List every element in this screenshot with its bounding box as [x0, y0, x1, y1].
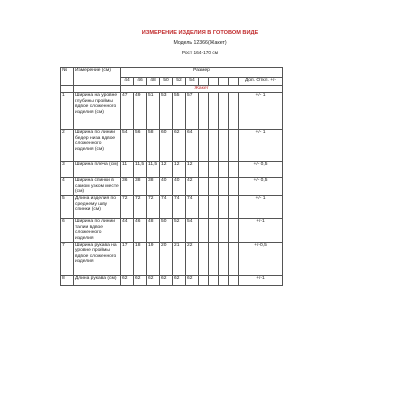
- measurement-name: Ширина рукава на уровне проймы вдвое сложенного изделия: [74, 242, 121, 275]
- size-value: 57: [186, 93, 199, 130]
- empty-cell: [74, 86, 121, 93]
- row-number: 7: [61, 242, 74, 275]
- size-value: 49: [134, 93, 147, 130]
- empty-cell: [219, 196, 229, 219]
- size-value: 56: [134, 130, 147, 162]
- row-number: 5: [61, 196, 74, 219]
- section-label: Жакет: [121, 86, 283, 93]
- size-value: 11,5: [134, 162, 147, 178]
- empty-cell: [219, 275, 229, 285]
- size-value: 74: [160, 196, 173, 219]
- size-value: 62: [173, 130, 186, 162]
- tolerance-value: +/-0,5: [239, 242, 283, 275]
- table-row: [61, 178, 283, 196]
- size-value: 58: [147, 130, 160, 162]
- column-header-size: Размер: [121, 68, 283, 78]
- empty-cell: [229, 178, 239, 196]
- empty-cell: [209, 196, 219, 219]
- size-value: 40: [173, 178, 186, 196]
- size-value: 48: [147, 219, 160, 243]
- table-row: [61, 130, 283, 162]
- size-header: 54: [186, 78, 199, 86]
- table-row: [61, 196, 283, 219]
- model-label: Модель 12366(Жакет): [173, 40, 227, 46]
- empty-cell: [219, 178, 229, 196]
- size-value: 21: [173, 242, 186, 275]
- tolerance-value: +/- 1: [239, 93, 283, 130]
- empty-cell: [199, 178, 209, 196]
- empty-cell: [209, 178, 219, 196]
- empty-cell: [229, 93, 239, 130]
- empty-cell: [219, 78, 229, 86]
- size-value: 11,5: [147, 162, 160, 178]
- size-value: 62: [147, 275, 160, 285]
- size-value: 38: [134, 178, 147, 196]
- row-number: 4: [61, 178, 74, 196]
- measurement-name: Ширина по линии талии вдвое сложенного изделия: [74, 219, 121, 243]
- table-row: [61, 275, 283, 285]
- size-value: 62: [186, 275, 199, 285]
- empty-cell: [199, 196, 209, 219]
- empty-cell: [199, 130, 209, 162]
- table-body: [61, 93, 283, 286]
- empty-cell: [229, 78, 239, 86]
- size-value: 19: [147, 242, 160, 275]
- empty-cell: [219, 219, 229, 243]
- empty-cell: [209, 219, 219, 243]
- empty-cell: [199, 78, 209, 86]
- section-row: [61, 86, 283, 93]
- size-value: 52: [173, 219, 186, 243]
- size-value: 17: [121, 242, 134, 275]
- table-row: [61, 219, 283, 243]
- table-row: [61, 162, 283, 178]
- measurement-name: Ширина на уровне глубины проймы вдвое сложенного изделия (см): [74, 93, 121, 130]
- tolerance-value: +/- 1: [239, 130, 283, 162]
- size-value: 46: [134, 219, 147, 243]
- empty-cell: [219, 130, 229, 162]
- size-value: 74: [173, 196, 186, 219]
- empty-cell: [199, 162, 209, 178]
- empty-cell: [209, 162, 219, 178]
- row-number: 1: [61, 93, 74, 130]
- empty-cell: [209, 93, 219, 130]
- size-value: 62: [121, 275, 134, 285]
- measurement-name: Ширина по линии бедер низа вдвое сложенного изделия (см): [74, 130, 121, 162]
- size-value: 40: [160, 178, 173, 196]
- column-header-no: №: [61, 68, 74, 86]
- size-value: 64: [186, 130, 199, 162]
- tolerance-value: +/-1: [239, 219, 283, 243]
- size-value: 50: [160, 219, 173, 243]
- column-header-measure: Измерение (см): [74, 68, 121, 86]
- measurement-name: Длина изделия по среднему шву спинки (см): [74, 196, 121, 219]
- size-value: 38: [147, 178, 160, 196]
- size-value: 44: [121, 219, 134, 243]
- size-header: 46: [134, 78, 147, 86]
- size-value: 42: [186, 178, 199, 196]
- size-value: 62: [173, 275, 186, 285]
- empty-cell: [199, 219, 209, 243]
- tolerance-value: +/- 1: [239, 196, 283, 219]
- size-value: 62: [134, 275, 147, 285]
- tolerance-value: +/- 0,5: [239, 178, 283, 196]
- height-label: Рост 164-170 см: [181, 51, 219, 56]
- page-title: ИЗМЕРЕНИЕ ИЗДЕЛИЯ В ГОТОВОМ ВИДЕ: [141, 30, 259, 36]
- empty-cell: [219, 93, 229, 130]
- size-value: 22: [186, 242, 199, 275]
- empty-cell: [219, 242, 229, 275]
- row-number: 8: [61, 275, 74, 285]
- row-number: 6: [61, 219, 74, 243]
- size-header: 48: [147, 78, 160, 86]
- size-value: 74: [186, 196, 199, 219]
- table-header-row: [61, 68, 283, 78]
- measurement-table: [60, 67, 283, 286]
- column-header-tolerance: Доп. Откл. +/-: [239, 78, 283, 86]
- size-value: 72: [147, 196, 160, 219]
- empty-cell: [61, 86, 74, 93]
- empty-cell: [209, 242, 219, 275]
- row-number: 3: [61, 162, 74, 178]
- tolerance-value: +/- 0,5: [239, 162, 283, 178]
- size-value: 47: [121, 93, 134, 130]
- size-value: 55: [173, 93, 186, 130]
- empty-cell: [209, 78, 219, 86]
- empty-cell: [209, 275, 219, 285]
- empty-cell: [219, 162, 229, 178]
- size-value: 12: [186, 162, 199, 178]
- size-value: 60: [160, 130, 173, 162]
- size-value: 12: [160, 162, 173, 178]
- size-value: 62: [160, 275, 173, 285]
- empty-cell: [229, 275, 239, 285]
- size-value: 54: [121, 130, 134, 162]
- table-row: [61, 93, 283, 130]
- empty-cell: [209, 130, 219, 162]
- size-value: 72: [134, 196, 147, 219]
- tolerance-value: +/-1: [239, 275, 283, 285]
- empty-cell: [199, 242, 209, 275]
- size-value: 36: [121, 178, 134, 196]
- size-value: 11: [121, 162, 134, 178]
- size-value: 20: [160, 242, 173, 275]
- size-value: 53: [160, 93, 173, 130]
- size-value: 51: [147, 93, 160, 130]
- size-value: 72: [121, 196, 134, 219]
- measurement-name: Ширина спинки в самом узком месте (см): [75, 178, 119, 195]
- measurement-name: Длина рукава (см): [74, 275, 121, 285]
- size-header: 44: [121, 78, 134, 86]
- empty-cell: [229, 130, 239, 162]
- empty-cell: [229, 242, 239, 275]
- row-number: 2: [61, 130, 74, 162]
- table-row: [61, 242, 283, 275]
- empty-cell: [229, 162, 239, 178]
- size-value: 54: [186, 219, 199, 243]
- size-value: 18: [134, 242, 147, 275]
- size-header: 52: [173, 78, 186, 86]
- empty-cell: [199, 275, 209, 285]
- measurement-name: Ширина плеча (см): [74, 162, 121, 178]
- size-header: 50: [160, 78, 173, 86]
- empty-cell: [199, 93, 209, 130]
- empty-cell: [229, 219, 239, 243]
- empty-cell: [229, 196, 239, 219]
- size-value: 12: [173, 162, 186, 178]
